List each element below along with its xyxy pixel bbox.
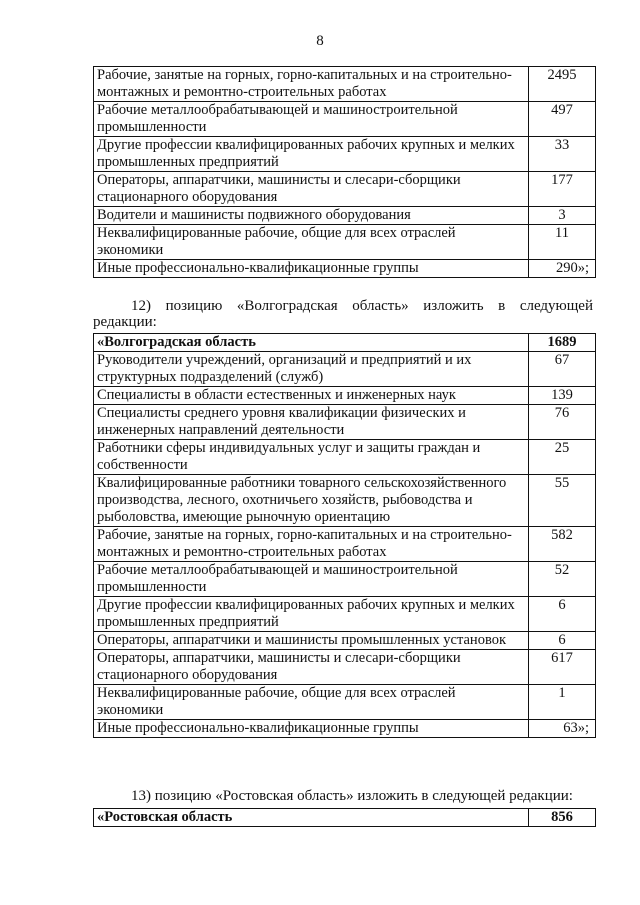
row-value: 67 xyxy=(529,352,596,387)
table-row xyxy=(94,207,596,225)
table-header-row xyxy=(94,809,596,827)
table-rostov xyxy=(93,808,596,827)
row-value: 497 xyxy=(529,102,596,137)
row-name: Рабочие металлообрабатывающей и машиностроительной промышленности xyxy=(94,102,529,137)
region-name: «Ростовская область xyxy=(94,809,529,827)
table-row xyxy=(94,685,596,720)
row-value: 55 xyxy=(529,475,596,527)
row-name: Операторы, аппаратчики, машинисты и слесари-сборщики стационарного оборудования xyxy=(94,650,529,685)
row-name: Специалисты среднего уровня квалификации физических и инженерных направлений деятельности xyxy=(94,405,529,440)
row-name: Операторы, аппаратчики, машинисты и слесари-сборщики стационарного оборудования xyxy=(94,172,529,207)
row-value: 2495 xyxy=(529,67,596,102)
row-value: 177 xyxy=(529,172,596,207)
paragraph-13: 13) позицию «Ростовская область» изложить в следующей редакции: xyxy=(131,788,573,804)
row-name: Руководители учреждений, организаций и предприятий и их структурных подразделений (служб) xyxy=(94,352,529,387)
table-row xyxy=(94,352,596,387)
paragraph-12-line2: редакции: xyxy=(93,314,157,330)
row-name: Неквалифицированные рабочие, общие для всех отраслей экономики xyxy=(94,225,529,260)
table-row xyxy=(94,562,596,597)
region-total: 856 xyxy=(529,809,596,827)
table-row xyxy=(94,632,596,650)
row-name: Другие профессии квалифицированных рабочих крупных и мелких промышленных предприятий xyxy=(94,597,529,632)
table-row xyxy=(94,260,596,278)
row-name: Другие профессии квалифицированных рабочих крупных и мелких промышленных предприятий xyxy=(94,137,529,172)
page-number: 8 xyxy=(316,33,324,49)
row-value: 76 xyxy=(529,405,596,440)
table-row xyxy=(94,387,596,405)
row-name: Работники сферы индивидуальных услуг и защиты граждан и собственности xyxy=(94,440,529,475)
table-header-row xyxy=(94,334,596,352)
table-row xyxy=(94,102,596,137)
row-value: 290»; xyxy=(529,260,596,278)
table-continuation xyxy=(93,66,596,278)
region-total: 1689 xyxy=(529,334,596,352)
row-name: Рабочие металлообрабатывающей и машиностроительной промышленности xyxy=(94,562,529,597)
row-value: 617 xyxy=(529,650,596,685)
row-value: 25 xyxy=(529,440,596,475)
region-name: «Волгоградская область xyxy=(94,334,529,352)
row-value: 582 xyxy=(529,527,596,562)
table-row xyxy=(94,172,596,207)
table-row xyxy=(94,67,596,102)
row-name: Квалифицированные работники товарного сельскохозяйственного производства, лесного, охотничьего хозяйств, рыбоводства и рыболовства, имеющие рыночную ориентацию xyxy=(94,475,529,527)
table-row xyxy=(94,405,596,440)
row-name: Неквалифицированные рабочие, общие для всех отраслей экономики xyxy=(94,685,529,720)
row-value: 33 xyxy=(529,137,596,172)
row-value: 52 xyxy=(529,562,596,597)
row-name: Операторы, аппаратчики и машинисты промышленных установок xyxy=(94,632,529,650)
row-name: Рабочие, занятые на горных, горно-капитальных и на строительно-монтажных и ремонтно-строительных работах xyxy=(94,527,529,562)
row-name: Водители и машинисты подвижного оборудования xyxy=(94,207,529,225)
row-value: 11 xyxy=(529,225,596,260)
paragraph-12-line1: 12) позицию «Волгоградская область» изложить в следующей xyxy=(131,298,593,314)
table-row xyxy=(94,650,596,685)
table-volgograd xyxy=(93,333,596,738)
row-name: Специалисты в области естественных и инженерных наук xyxy=(94,387,529,405)
row-value: 3 xyxy=(529,207,596,225)
table-row xyxy=(94,137,596,172)
row-value: 63»; xyxy=(529,720,596,738)
row-name: Иные профессионально-квалификационные группы xyxy=(94,720,529,738)
paragraph-12 xyxy=(93,298,593,330)
table-row xyxy=(94,440,596,475)
table-row xyxy=(94,597,596,632)
row-value: 1 xyxy=(529,685,596,720)
table-row xyxy=(94,527,596,562)
table-row xyxy=(94,720,596,738)
row-name: Иные профессионально-квалификационные группы xyxy=(94,260,529,278)
row-value: 139 xyxy=(529,387,596,405)
table-row xyxy=(94,475,596,527)
row-value: 6 xyxy=(529,632,596,650)
row-value: 6 xyxy=(529,597,596,632)
table-row xyxy=(94,225,596,260)
row-name: Рабочие, занятые на горных, горно-капитальных и на строительно-монтажных и ремонтно-строительных работах xyxy=(94,67,529,102)
